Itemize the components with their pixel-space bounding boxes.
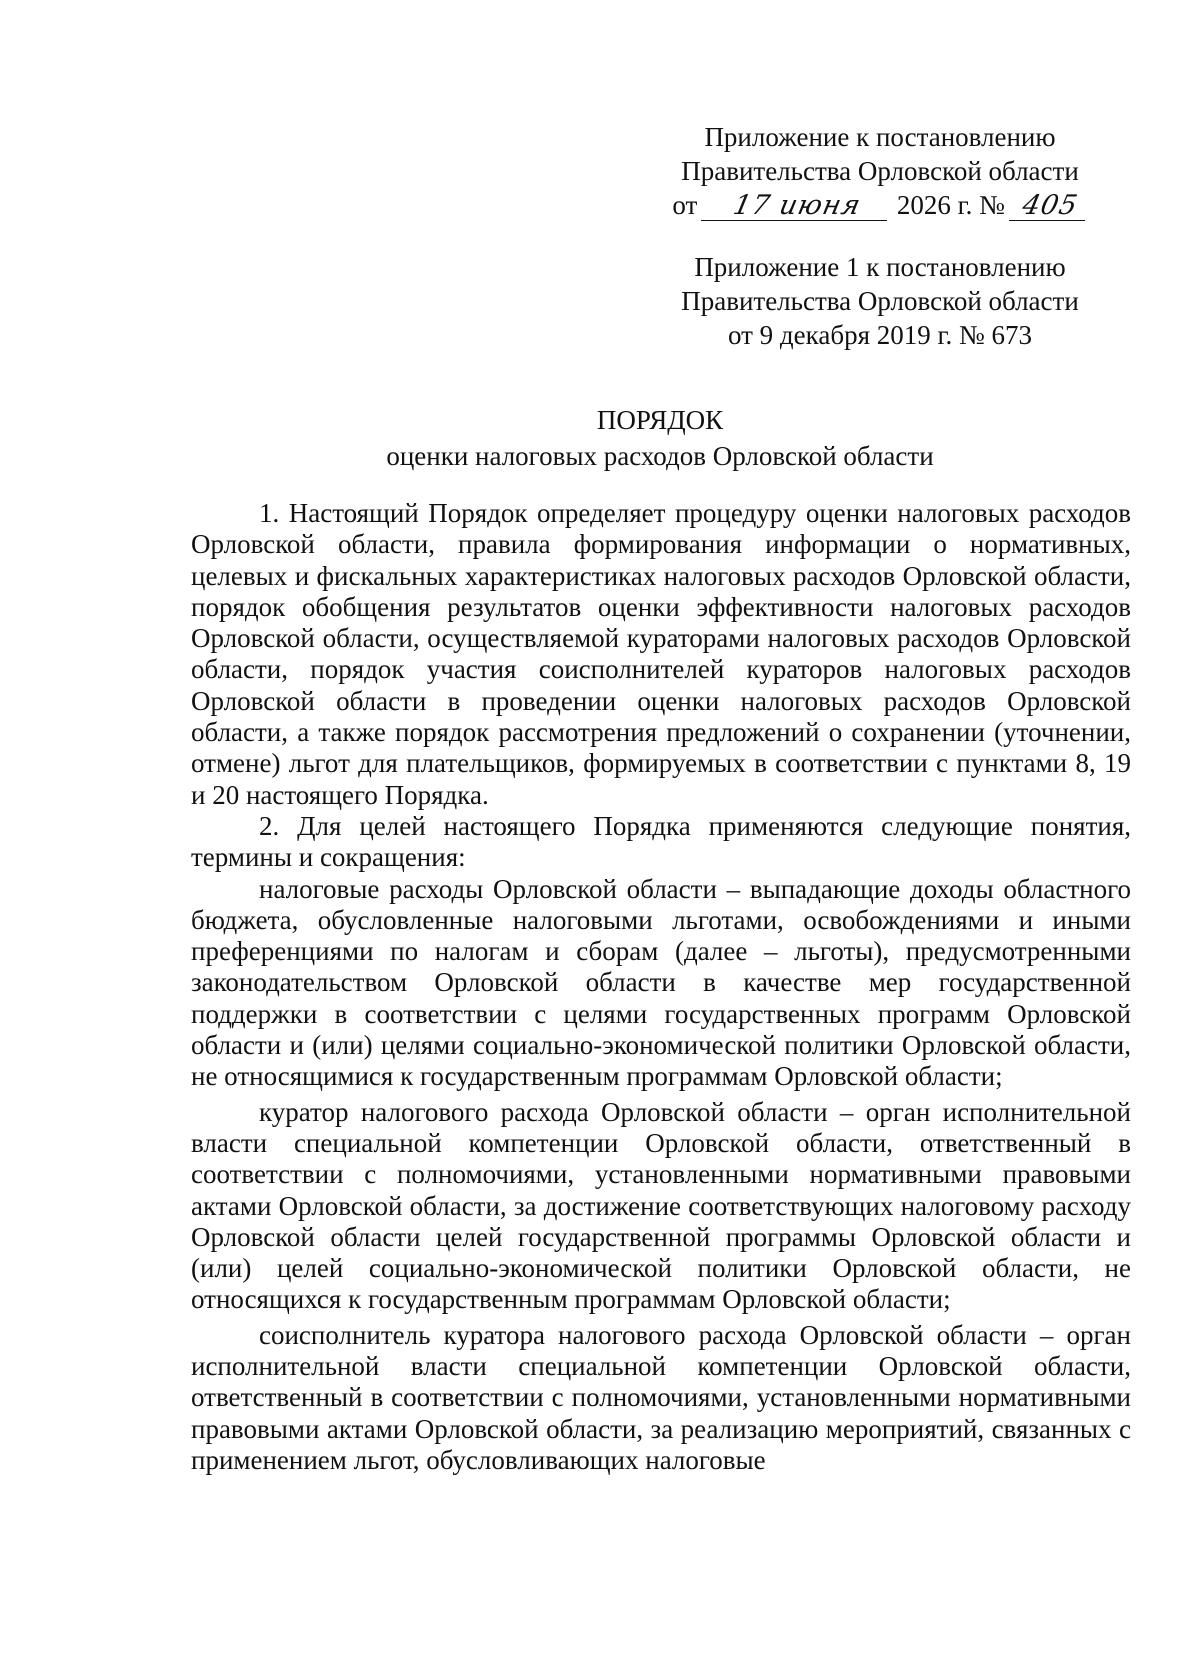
title-subheading: оценки налоговых расходов Орловской области (386, 441, 934, 471)
paragraph-definition-co-executor: соисполнитель куратора налогового расхода Орловской области – орган исполнительной власти специальной компетенции Орловской области, ответственный в соответствии с полномочиями, установленными нормативными правовыми актами Орловской области, за реализацию мероприятий, связанных с применением льгот, обусловливающих налоговые (191, 1319, 1131, 1475)
paragraph-2: 2. Для целей настоящего Порядка применяются следующие понятия, термины и сокращения: (191, 810, 1131, 873)
document-title (190, 402, 1130, 474)
paragraph-1: 1. Настоящий Порядок определяет процедуру оценки налоговых расходов Орловской области, правила формирования информации о нормативных, целевых и фискальных характеристиках налоговых расходов Орловской области, порядок обобщения результатов оценки эффективности налоговых расходов Орловской области, осуществляемой кураторами налоговых расходов Орловской области, порядок участия соисполнителей кураторов налоговых расходов Орловской области в проведении оценки налоговых расходов Орловской области, а также порядок рассмотрения предложений о сохранении (уточнении, отмене) льгот для плательщиков, формируемых в соответствии с пунктами 8, 19 и 20 настоящего Порядка. (191, 498, 1131, 810)
paragraph-definition-curator: куратор налогового расхода Орловской области – орган исполнительной власти специальной компетенции Орловской области, ответственный в соответствии с полномочиями, установленными нормативными правовыми актами Орловской области, за достижение соответствующих налоговому расходу Орловской области целей государственной программы Орловской области и (или) целей социально-экономической политики Орловской области, не относящихся к государственным программам Орловской области; (191, 1096, 1131, 1315)
annex-current-date-line (640, 188, 1120, 222)
title-heading: ПОРЯДОК (596, 405, 724, 435)
annex-original-line1: Приложение 1 к постановлению (694, 252, 1066, 282)
annex-original-line2: Правительства Орловской области (681, 286, 1079, 316)
annex-current-header (640, 120, 1120, 222)
annex-original-line3: от 9 декабря 2019 г. № 673 (727, 320, 1033, 350)
document-body (191, 498, 1131, 1476)
annex-original-header (640, 250, 1120, 352)
paragraph-definition-tax-expenses: налоговые расходы Орловской области – выпадающие доходы областного бюджета, обусловленные налоговыми льготами, освобождениями и иными преференциями по налогам и сборам (далее – льготы), предусмотренными законодательством Орловской области в качестве мер государственной поддержки в соответствии с целями государственных программ Орловской области и (или) целями социально-экономической политики Орловской области, не относящимися к государственным программам Орловской области; (191, 873, 1131, 1092)
date-year: 2026 г. № (896, 190, 1005, 220)
annex-current-line1: Приложение к постановлению (704, 122, 1056, 152)
handwritten-date: 17 июня (701, 192, 893, 221)
handwritten-number: 405 (1009, 192, 1091, 221)
date-prefix: от (672, 190, 698, 220)
annex-current-line2: Правительства Орловской области (681, 156, 1079, 186)
